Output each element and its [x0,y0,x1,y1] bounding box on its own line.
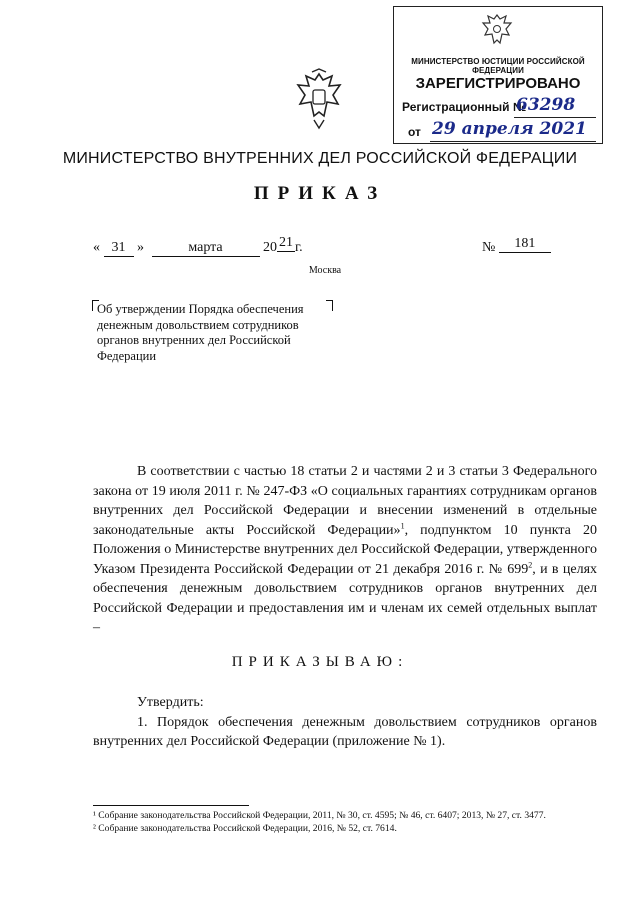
date-month: марта [152,240,260,257]
order-number: 181 [499,236,551,253]
stamp-number: 63298 [516,95,576,115]
stamp-registered: ЗАРЕГИСТРИРОВАНО [415,75,581,92]
order-number-label: № [482,240,496,255]
document-type: ПРИКАЗ [253,183,387,204]
approve-item-1: 1. Порядок обеспечения денежным довольствием сотрудников органов внутренних дел Российской Федерации (приложение № 1). [93,714,597,749]
footnote-ref-1: 1 [400,520,405,530]
title-line: органов внутренних дел Российской [97,333,291,347]
preamble [93,462,597,638]
title-line: денежным довольствием сотрудников [97,317,299,332]
footnote-2: ² Собрание законодательства Российской Федерации, 2016, № 52, ст. 7614. [93,823,397,834]
stamp-date-underline [430,141,596,142]
registration-stamp [393,6,603,144]
order-number-field [482,236,551,257]
preamble-part-1: В соответствии с частью 18 статьи 2 и частями 2 и 3 статьи 3 Федерального закона от 19 июля 2011 г. № 247-ФЗ «О социальных гарантиях сотрудникам органов внутренних дел Российской Федерации и внесении изменений в отдельные законодательные акты Российской Федерации» [93,464,597,538]
date-day: 31 [104,240,134,257]
date-year-prefix: 20 [263,240,277,255]
order-word: ПРИКАЗЫВАЮ: [231,654,409,670]
place: Москва [308,265,342,276]
stamp-number-label: Регистрационный № [402,100,527,114]
order-title [97,302,329,364]
approve-lead: Утвердить: [137,695,204,710]
coat-of-arms-icon [290,68,348,132]
date-open-quote: « [93,240,100,255]
footnote-ref-2: 2 [528,559,533,569]
date-year-suffix: 21 [279,235,293,250]
preamble-part-3: , и в целях обеспечения денежным довольствием сотрудников органов внутренних дел Российской Федерации и предоставления им и членам их семей отдельных выплат – [93,561,598,635]
footnote-separator [93,805,249,806]
stamp-date: 29 апреля 2021 [432,119,587,139]
title-line: Федерации [97,348,157,363]
ministry-title: МИНИСТЕРСТВО ВНУТРЕННИХ ДЕЛ РОССИЙСКОЙ ФЕДЕРАЦИИ [62,150,578,167]
approve-section [93,693,597,752]
footnote-1: ¹ Собрание законодательства Российской Федерации, 2011, № 30, ст. 4595; № 46, ст. 6407; 2013, № 27, ст. 3477. [93,810,546,821]
stamp-ministry: МИНИСТЕРСТВО ЮСТИЦИИ РОССИЙСКОЙ ФЕДЕРАЦИИ [411,57,585,75]
stamp-date-label: от [408,125,421,139]
stamp-number-underline [514,117,596,118]
preamble-part-2: , подпунктом 10 пункта 20 Положения о Министерстве внутренних дел Российской Федерации, утвержденного Указом Президента Российской Федерации от 21 декабря 2016 г. № 699 [93,522,597,577]
date-close-quote: » [137,240,144,255]
title-line: Об утверждении Порядка обеспечения [97,302,304,316]
date-year-unit: г. [295,240,303,255]
stamp-eagle-icon [480,11,514,49]
date-field [93,235,303,257]
footnotes [93,809,599,835]
